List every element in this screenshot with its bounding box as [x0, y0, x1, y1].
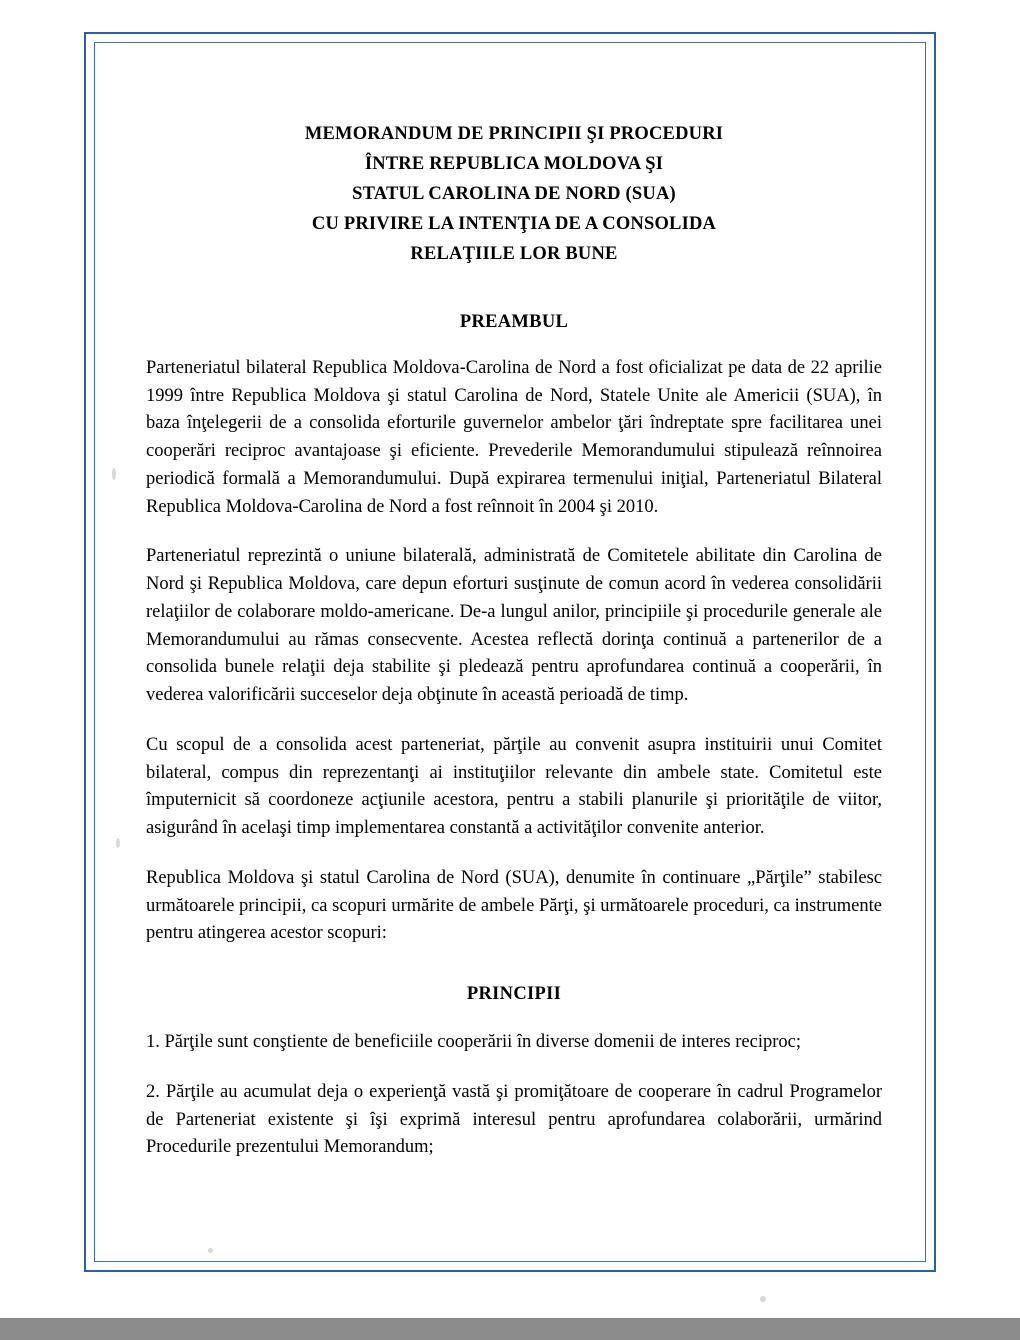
preamble-paragraph-4: Republica Moldova şi statul Carolina de Nord (SUA), denumite în continuare „Părţile” stabilesc următoarele principii, ca scopuri urmărite de ambele Părţi, şi următoarele proceduri, ca instrumente pentru atingerea acestor scopuri:	[146, 867, 882, 944]
preamble-paragraph-3: Cu scopul de a consolida acest parteneriat, părţile au convenit asupra instituirii unui Comitet bilateral, compus din reprezentanţi ai instituţiilor relevante din ambele state. Comitetul este împuternicit să coordoneze acţiunile acestora, pentru a stabili planurile şi priorităţile de viitor, asigurând în acelaşi timp implementarea constantă a activităţilor convenite anterior.	[146, 734, 882, 839]
title-line-1: MEMORANDUM DE PRINCIPII ŞI PROCEDURI	[304, 124, 724, 144]
principii-item-1: 1. Părţile sunt conştiente de beneficiile cooperării în diverse domenii de interes reciproc;	[146, 1032, 801, 1053]
scan-left-margin	[0, 0, 72, 1318]
document-title	[146, 120, 882, 270]
title-line-3: STATUL CAROLINA DE NORD (SUA)	[352, 183, 676, 204]
principii-heading: PRINCIPII	[466, 984, 562, 1005]
title-line-2: ÎNTRE REPUBLICA MOLDOVA ŞI	[364, 153, 664, 174]
scan-speck-1	[112, 468, 116, 480]
scan-bottom-edge	[0, 1318, 1020, 1340]
preamble-heading: PREAMBUL	[459, 311, 569, 332]
principii-item-2: 2. Părţile au acumulat deja o experienţă vastă şi promiţătoare de cooperare în cadrul Programelor de Parteneriat existente şi îşi exprimă interesul pentru aprofundarea colaborării, urmărind Procedurile prezentului Memorandum;	[146, 1081, 882, 1158]
scan-speck-3	[208, 1248, 213, 1253]
title-line-4: CU PRIVIRE LA INTENŢIA DE A CONSOLIDA	[311, 213, 717, 234]
scan-speck-4	[760, 1296, 766, 1302]
preamble-paragraph-1: Parteneriatul bilateral Republica Moldova-Carolina de Nord a fost oficializat pe data de 22 aprilie 1999 între Republica Moldova şi statul Carolina de Nord, Statele Unite ale Americii (SUA), în baza înţelegerii de a consolida eforturile guvernelor ambelor ţări îndreptate spre facilitarea unei cooperări reciproc avantajoase şi eficiente. Prevederile Memorandumului stipulează reînnoirea periodică formală a Memorandumului. După expirarea termenului iniţial, Parteneriatul Bilateral Republica Moldova-Carolina de Nord a fost reînnoit în 2004 şi 2010.	[146, 357, 882, 517]
scan-speck-2	[116, 838, 120, 848]
document-content	[146, 120, 882, 1162]
title-line-5: RELAŢIILE LOR BUNE	[410, 243, 618, 264]
preamble-paragraph-2: Parteneriatul reprezintă o uniune bilaterală, administrată de Comitetele abilitate din Carolina de Nord şi Republica Moldova, care depun eforturi susţinute de comun acord în vederea consolidării relaţiilor de colaborare moldo-americane. De-a lungul anilor, principiile şi procedurile generale ale Memorandumului au rămas consecvente. Acestea reflectă dorinţa continuă a partenerilor de a consolida bunele relaţii deja stabilite şi pledează pentru aprofundarea continuă a cooperării, în vederea valorificării succeselor deja obţinute în această perioadă de timp.	[146, 546, 882, 706]
